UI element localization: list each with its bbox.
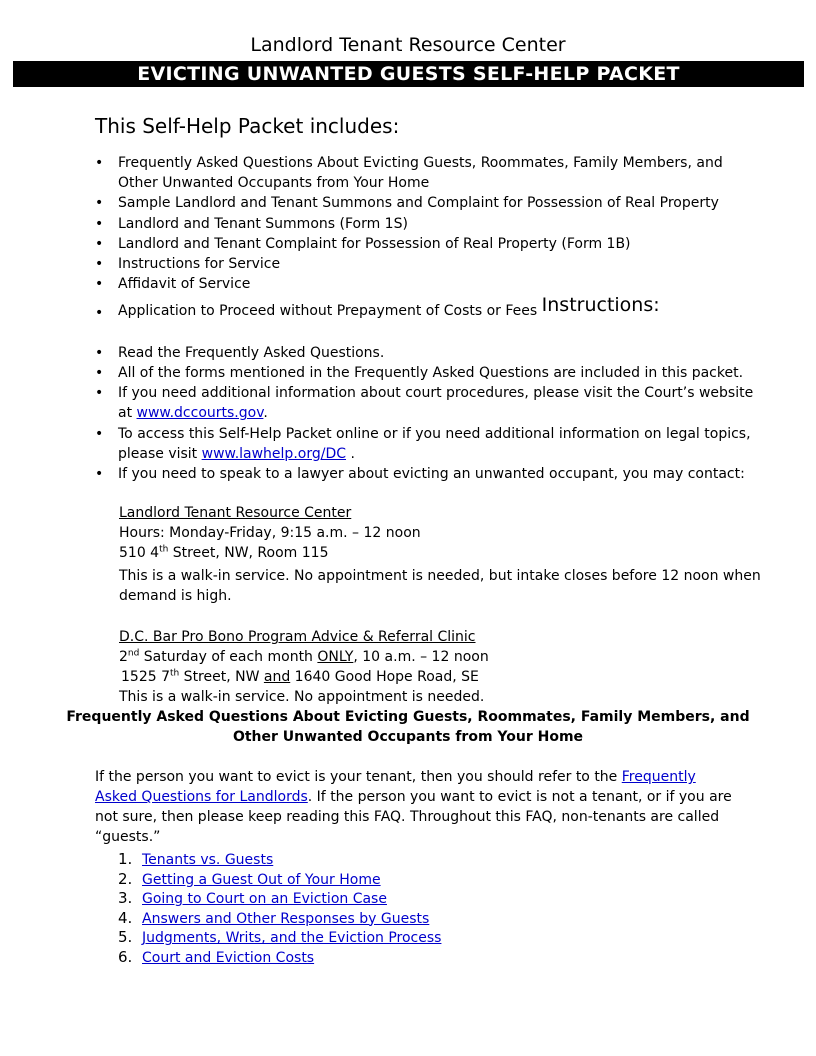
packet-banner: EVICTING UNWANTED GUESTS SELF-HELP PACKET (13, 61, 804, 87)
bullet-icon: • (95, 426, 104, 442)
toc-item: 3. Going to Court on an Eviction Case (118, 889, 387, 908)
includes-list: • Frequently Asked Questions About Evicting Guests, Roommates, Family Members, and Other Unwanted Occupants from Your Home • Sample Landlord and Tenant Summons and Complaint for Possession of Real Property • Landlord and Tenant Summons (Form 1S) • Landlord and Tenant Complaint for Possession of Real Property (Form 1B) • Instructions for Service • Affidavit of Service • Application to Proceed without Prepayment of Costs or Fees Instructions: (95, 155, 723, 321)
includes-heading: This Self-Help Packet includes: (95, 114, 400, 138)
ltrc-contact (119, 503, 761, 606)
bullet-icon: • (95, 365, 104, 381)
instructions-heading: Instructions: (541, 294, 660, 316)
bullet-icon: • (95, 195, 104, 211)
ltrc-name: Landlord Tenant Resource Center (119, 505, 352, 521)
bullet-icon: • (95, 155, 104, 171)
bullet-icon: • (95, 256, 104, 272)
ltrc-note-cont: demand is high. (119, 588, 232, 604)
instructions-list: • Read the Frequently Asked Questions. • All of the forms mentioned in the Frequently Asked Questions are included in this packet. • If you need additional information about court procedures, please visit the Court’s website at www.dccourts.gov. • To access this Self-Help Packet online or if you need additional information on legal topics, please visit www.lawhelp.org/DC . • If you need to speak to a lawyer about evicting an unwanted occupant, you may contact: (95, 345, 754, 482)
toc-link-costs[interactable]: Court and Eviction Costs (142, 949, 315, 966)
bullet-icon: • (95, 345, 104, 361)
bullet-icon: • (95, 466, 104, 482)
toc-link-tenants-vs-guests[interactable]: Tenants vs. Guests (142, 852, 274, 868)
bullet-icon: • (95, 276, 104, 292)
probono-name: D.C. Bar Pro Bono Program Advice & Referral Clinic (119, 629, 476, 645)
toc-item: 1. Tenants vs. Guests (118, 850, 274, 868)
landlord-faq-link[interactable]: Frequently Asked Questions for Landlords (95, 769, 696, 805)
ltrc-address: 510 4th Street, NW, Room 115 (119, 544, 329, 561)
toc-item: 6. Court and Eviction Costs (118, 947, 315, 966)
toc-link-judgments-writs[interactable]: Judgments, Writs, and the Eviction Process (142, 930, 442, 947)
toc-link-going-to-court[interactable]: Going to Court on an Eviction Case (142, 891, 387, 908)
bullet-icon: • (95, 236, 104, 252)
bullet-icon: • (95, 216, 104, 232)
ltrc-note: This is a walk-in service. No appointment is needed, but intake closes before 12 noon when (119, 568, 761, 584)
probono-contact (119, 627, 489, 707)
bullet-icon: • (95, 385, 104, 401)
toc-link-getting-guest-out[interactable]: Getting a Guest Out of Your Home (142, 871, 381, 888)
toc-link-answers-responses[interactable]: Answers and Other Responses by Guests (142, 910, 430, 927)
faq-title: Frequently Asked Questions About Evicting Guests, Roommates, Family Members, and Other Unwanted Occupants from Your Home (66, 709, 750, 745)
ltrc-hours: Hours: Monday-Friday, 9:15 a.m. – 12 noon (119, 525, 421, 541)
bullet-icon: • (95, 305, 104, 321)
probono-note: This is a walk-in service. No appointment is needed. (119, 689, 485, 705)
lawhelp-link[interactable]: www.lawhelp.org/DC (201, 446, 347, 462)
toc-item: 4. Answers and Other Responses by Guests (118, 908, 430, 927)
probono-when: 2nd Saturday of each month ONLY, 10 a.m. – 12 noon (119, 648, 489, 665)
dccourts-link[interactable]: www.dccourts.gov (136, 405, 264, 421)
faq-intro-paragraph: If the person you want to evict is your tenant, then you should refer to the Frequently Asked Questions for Landlords. If the person you want to evict is not a tenant, or if you are not sure, then please keep reading this FAQ. Throughout this FAQ, non-tenants are called “guests.” (95, 769, 732, 845)
probono-address: 1525 7th Street, NW and 1640 Good Hope Road, SE (121, 668, 479, 685)
toc-item: 2. Getting a Guest Out of Your Home (118, 869, 381, 888)
toc-item: 5. Judgments, Writs, and the Eviction Process (118, 928, 442, 947)
faq-table-of-contents (118, 850, 441, 968)
org-title: Landlord Tenant Resource Center (250, 34, 566, 56)
